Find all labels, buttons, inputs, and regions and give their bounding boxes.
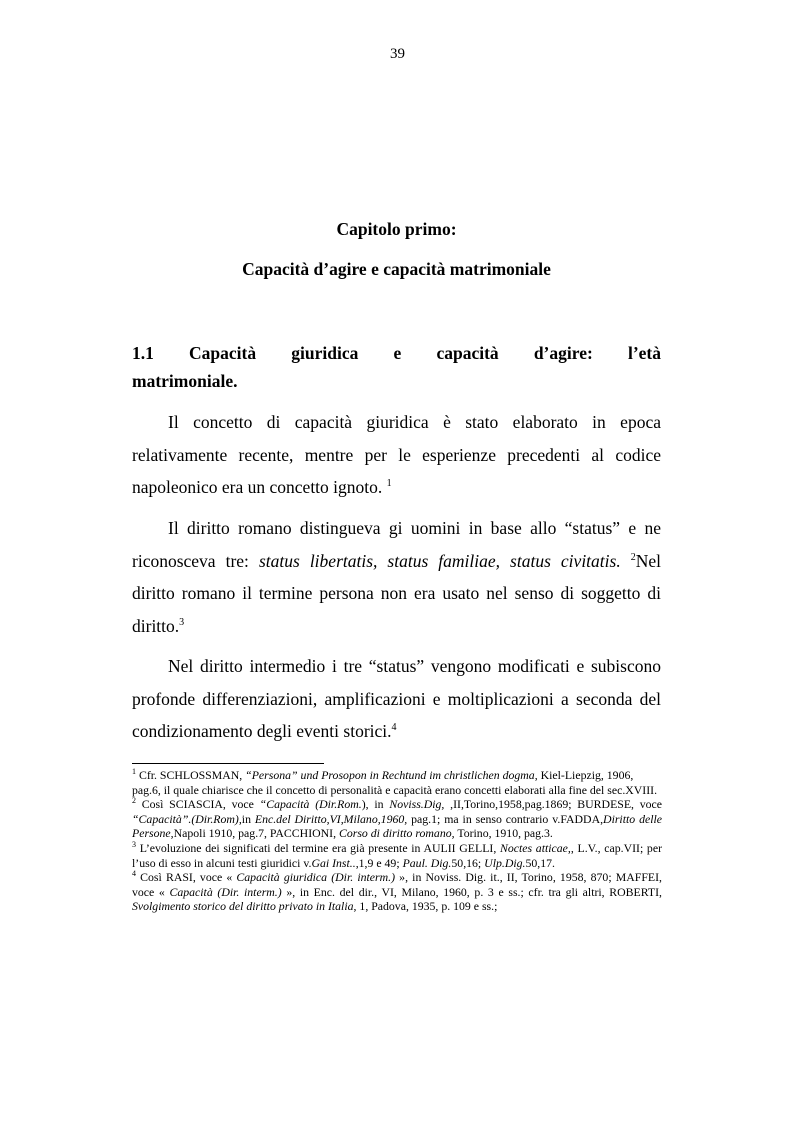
footnote-separator [132, 763, 324, 764]
paragraph-1: Il concetto di capacità giuridica è stato elaborato in epoca relativamente recente, mentre per le esperienze precedenti al codice napoleonico era un concetto ignoto. $^1$ [132, 412, 661, 497]
footnote-ref[interactable]: 4 [391, 722, 397, 733]
footnote-4: $^4$ Così RASI, voce « Capacità giuridica (Dir. interm.) », in Noviss. Dig. it., II, Torino, 1958, 870; MAFFEI, voce « Capacità (Dir. interm.) », in Enc. del dir., VI, Milano, 1960, p. 3 e ss.; cfr. tra gli altri, ROBERTI, Svolgimento storico del diritto privato in Italia, 1, Padova, 1935, p. 109 e ss.; [132, 869, 662, 914]
footnote-ref[interactable]: 3 [179, 616, 185, 628]
section-word: matrimoniale. [132, 371, 238, 391]
footnote-3: $^3$ L’evoluzione dei significati del termine era già presente in AULII GELLI, Noctes atticae,, L.V., cap.VII; per l’uso di esso in alcuni testi giuridici v.Gai Inst..,1,9 e 49; Paul. Dig.50,16; Ulp.Dig.50,17. [132, 839, 662, 870]
section-word: capacità [436, 343, 499, 363]
footnote-ref[interactable]: 2 [630, 551, 636, 563]
paragraph-2: Il diritto romano distingueva gi uomini in base allo “status” e ne riconosceva tre: status libertatis, status familiae, status civitatis. $^2$Nel diritto romano il termine persona non era usato nel senso di soggetto di diritto.$^3$ [132, 518, 662, 636]
footnote-ref[interactable]: 1 [386, 478, 392, 489]
section-heading [132, 339, 661, 395]
paragraph-3: Nel diritto intermedio i tre “status” vengono modificati e subiscono profonde differenziazioni, amplificazioni e moltiplicazioni a seconda del condizionamento degli eventi storici.$^4$ [132, 656, 661, 741]
section-word: e [393, 343, 402, 363]
page-number: 39 [390, 46, 405, 62]
section-word: giuridica [291, 343, 359, 363]
chapter-subtitle: Capacità d’agire e capacità matrimoniale [242, 259, 551, 279]
footnote-1: $^1$ Cfr. SCHLOSSMAN, “Persona” und Prosopon in Rechtund im christlichen dogma, Kiel-Liepzig, 1906, pag.6, il quale chiarisce che il concetto di personalità e capacità erano concetti elaborati alla fine del sec.XVIII. [132, 767, 658, 797]
section-word: l’età [627, 343, 661, 363]
section-word: d’agire: [533, 343, 593, 363]
chapter-title: Capitolo primo: [336, 219, 457, 239]
footnote-2: $^2$ Così SCIASCIA, voce “Capacità (Dir.Rom.), in Noviss.Dig, ,II,Torino,1958,pag.1869; BURDESE, voce “Capacità”.(Dir.Rom),in Enc.del Diritto,VI,Milano,1960, pag.1; ma in senso contrario v.FADDA,Diritto delle Persone,Napoli 1910, pag.7, PACCHIONI, Corso di diritto romano, Torino, 1910, pag.3. [132, 796, 663, 841]
section-number: 1.1 [132, 343, 154, 363]
footnotes [132, 768, 662, 914]
section-word: Capacità [189, 343, 257, 363]
